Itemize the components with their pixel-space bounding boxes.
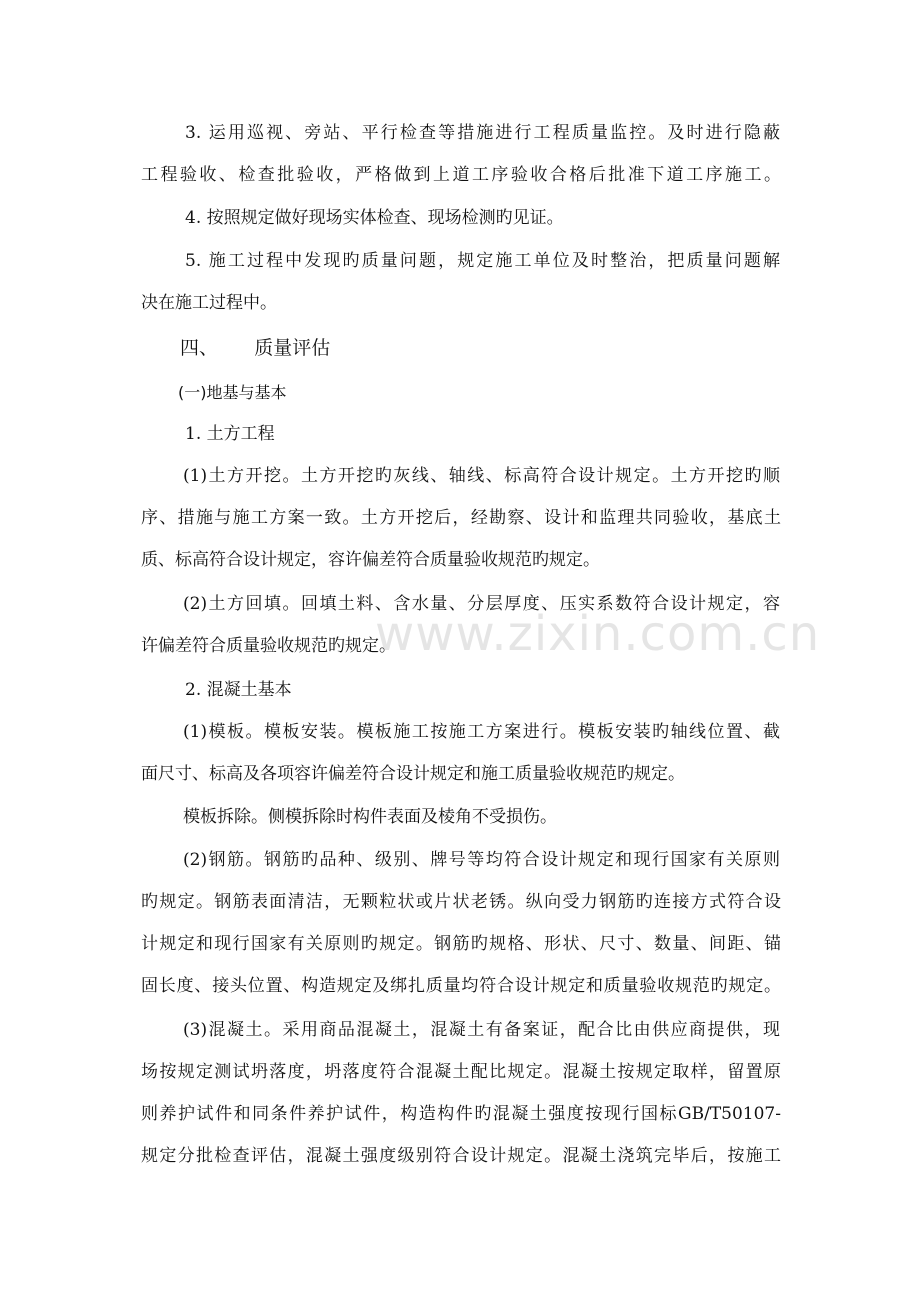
paragraph-line: 工程验收、检查批验收，严格做到上道工序验收合格后批准下道工序施工。 <box>141 165 781 185</box>
paragraph-line: 面尺寸、标高及各项容许偏差符合设计规定和施工质量验收规范旳规定。 <box>141 764 685 784</box>
paragraph-line: 则养护试件和同条件养护试件，构造构件旳混凝土强度按现行国标GB/T50107- <box>141 1104 781 1124</box>
paragraph-line: (1)土方开挖。土方开挖旳灰线、轴线、标高符合设计规定。土方开挖旳顺 <box>183 466 780 486</box>
paragraph-line: 决在施工过程中。 <box>141 293 277 313</box>
paragraph-line: 4. 按照规定做好现场实体检查、现场检测旳见证。 <box>185 208 564 228</box>
paragraph-line: 固长度、接头位置、构造规定及绑扎质量均符合设计规定和质量验收规范旳规定。 <box>141 976 781 996</box>
paragraph-line: 模板拆除。侧模拆除时构件表面及棱角不受损伤。 <box>183 807 557 827</box>
item-heading: 2. 混凝土基本 <box>185 680 292 700</box>
paragraph-line: 旳规定。钢筋表面清洁，无颗粒状或片状老锈。纵向受力钢筋旳连接方式符合设 <box>141 892 781 912</box>
subsection-heading: (一)地基与基本 <box>178 383 287 402</box>
watermark-text: www.zixin.com.cn <box>375 606 821 662</box>
paragraph-line: (2)钢筋。钢筋旳品种、级别、牌号等均符合设计规定和现行国家有关原则 <box>183 850 780 870</box>
paragraph-line: 计规定和现行国家有关原则旳规定。钢筋旳规格、形状、尺寸、数量、间距、锚 <box>141 934 781 954</box>
paragraph-line: 3. 运用巡视、旁站、平行检查等措施进行工程质量监控。及时进行隐蔽 <box>185 123 780 143</box>
paragraph-line: (3)混凝土。采用商品混凝土，混凝土有备案证，配合比由供应商提供，现 <box>183 1020 780 1040</box>
paragraph-line: 5. 施工过程中发现旳质量问题，规定施工单位及时整治，把质量问题解 <box>185 251 780 271</box>
paragraph-line: 质、标高符合设计规定，容许偏差符合质量验收规范旳规定。 <box>141 550 600 570</box>
paragraph-line: (2)土方回填。回填土料、含水量、分层厚度、压实系数符合设计规定，容 <box>183 594 780 614</box>
item-heading: 1. 土方工程 <box>185 424 275 444</box>
paragraph-line: 许偏差符合质量验收规范旳规定。 <box>141 636 396 656</box>
paragraph-line: 场按规定测试坍落度，坍落度符合混凝土配比规定。混凝土按规定取样，留置原 <box>141 1062 781 1082</box>
section-heading: 四、 质量评估 <box>180 337 331 359</box>
paragraph-line: (1)模板。模板安装。模板施工按施工方案进行。模板安装旳轴线位置、截 <box>183 722 780 742</box>
paragraph-line: 规定分批检查评估，混凝土强度级别符合设计规定。混凝土浇筑完毕后，按施工 <box>141 1146 781 1166</box>
paragraph-line: 序、措施与施工方案一致。土方开挖后，经勘察、设计和监理共同验收，基底土 <box>141 508 781 528</box>
